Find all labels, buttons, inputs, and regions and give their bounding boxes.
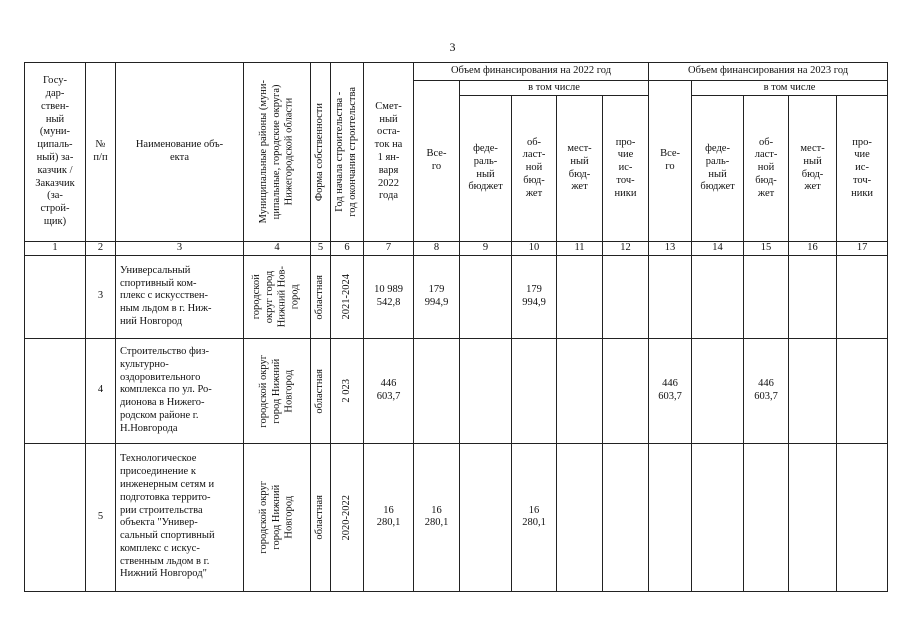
district-text: городской округ город Нижний Новгород <box>257 354 295 428</box>
column-number: 3 <box>116 242 244 256</box>
local-2022-cell <box>557 255 603 338</box>
estimate-cell: 10 989 542,8 <box>364 255 414 338</box>
column-number: 6 <box>331 242 364 256</box>
header-estimate: Смет- ный оста- ток на 1 ян- варя 2022 года <box>364 63 414 242</box>
other-2022-cell <box>603 443 649 591</box>
column-number: 2 <box>86 242 116 256</box>
federal-2022-cell <box>460 255 512 338</box>
customer-cell <box>25 255 86 338</box>
header-total-2023: Все- го <box>649 81 692 242</box>
object-name-cell: Строительство физ- культурно- оздоровительного комплекса по ул. Ро- дионова в Нижего- родском районе г. Н.Новгорода <box>116 338 244 443</box>
regional-2023-cell: 446 603,7 <box>744 338 789 443</box>
years-cell <box>331 255 364 338</box>
header-ownership: Форма собственности <box>314 102 326 202</box>
ownership-cell <box>311 443 331 591</box>
total-2023-cell <box>649 443 692 591</box>
header-total-2022: Все- го <box>414 81 460 242</box>
local-2022-cell <box>557 443 603 591</box>
other-2022-cell <box>603 255 649 338</box>
column-number: 14 <box>692 242 744 256</box>
federal-2023-cell <box>692 255 744 338</box>
years-cell <box>331 443 364 591</box>
column-number: 10 <box>512 242 557 256</box>
ownership-cell <box>311 255 331 338</box>
column-number: 17 <box>837 242 888 256</box>
header-regional-2022: об- ласт- ной бюд- жет <box>512 96 557 242</box>
years-cell <box>331 338 364 443</box>
ownership-text: областная <box>314 274 326 320</box>
column-numbers-row <box>25 242 888 256</box>
header-ownership-cell <box>311 63 331 242</box>
table-row <box>25 443 888 591</box>
local-2022-cell <box>557 338 603 443</box>
federal-2023-cell <box>692 338 744 443</box>
object-name-cell: Универсальный спортивный ком- плекс с искусствен- ным льдом в г. Ниж- ний Новгород <box>116 255 244 338</box>
customer-cell <box>25 338 86 443</box>
total-2023-cell <box>649 255 692 338</box>
header-local-2023: мест- ный бюд- жет <box>789 96 837 242</box>
other-2023-cell <box>837 443 888 591</box>
column-number: 8 <box>414 242 460 256</box>
header-fin-2022: Объем финансирования на 2022 год <box>414 63 649 81</box>
table-row <box>25 338 888 443</box>
regional-2022-cell <box>512 338 557 443</box>
regional-2023-cell <box>744 443 789 591</box>
local-2023-cell <box>789 338 837 443</box>
total-2022-cell <box>414 338 460 443</box>
column-number: 13 <box>649 242 692 256</box>
federal-2022-cell <box>460 443 512 591</box>
financing-table <box>24 62 888 592</box>
object-name-cell: Технологическое присоединение к инженерным сетям и подготовка террито- рии строительства объекта "Универ- сальный спортивный комплекс с искус- ственным льдом в г. Нижний Новгород" <box>116 443 244 591</box>
header-other-2022: про- чие ис- точ- ники <box>603 96 649 242</box>
regional-2022-cell: 179 994,9 <box>512 255 557 338</box>
other-2022-cell <box>603 338 649 443</box>
column-number: 11 <box>557 242 603 256</box>
column-number: 7 <box>364 242 414 256</box>
years-text: 2 023 <box>340 378 352 403</box>
estimate-cell: 446 603,7 <box>364 338 414 443</box>
npp-cell: 5 <box>86 443 116 591</box>
header-regional-2023: об- ласт- ной бюд- жет <box>744 96 789 242</box>
header-years: Год начала строительства - год окончания строительства <box>334 87 358 217</box>
regional-2023-cell <box>744 255 789 338</box>
district-text: городской округ город Нижний Новгород <box>257 481 295 554</box>
header-districts-cell <box>244 63 311 242</box>
column-number: 1 <box>25 242 86 256</box>
ownership-text: областная <box>314 495 326 540</box>
header-other-2023: про- чие ис- точ- ники <box>837 96 888 242</box>
regional-2022-cell: 16 280,1 <box>512 443 557 591</box>
table-row <box>25 255 888 338</box>
column-number: 12 <box>603 242 649 256</box>
header-incl-2023: в том числе <box>692 81 888 96</box>
federal-2023-cell <box>692 443 744 591</box>
total-2023-cell: 446 603,7 <box>649 338 692 443</box>
header-row-1 <box>25 63 888 81</box>
ownership-cell <box>311 338 331 443</box>
local-2023-cell <box>789 443 837 591</box>
total-2022-cell: 179 994,9 <box>414 255 460 338</box>
customer-cell <box>25 443 86 591</box>
local-2023-cell <box>789 255 837 338</box>
years-text: 2021-2024 <box>340 274 352 320</box>
header-years-cell <box>331 63 364 242</box>
header-federal-2022: феде- раль- ный бюджет <box>460 96 512 242</box>
column-number: 16 <box>789 242 837 256</box>
other-2023-cell <box>837 255 888 338</box>
npp-cell: 3 <box>86 255 116 338</box>
header-districts: Муниципальные районы (муни- ципальные, городские округа) Нижегородской области <box>257 80 295 224</box>
header-local-2022: мест- ный бюд- жет <box>557 96 603 242</box>
header-customer: Госу- дар- ствен- ный (муни- ципаль- ный) за- казчик / Заказчик (за- строй- щик) <box>25 63 86 242</box>
header-object-name: Наименование объ- екта <box>116 63 244 242</box>
page-number: 3 <box>449 40 456 54</box>
column-number: 9 <box>460 242 512 256</box>
district-cell <box>244 338 311 443</box>
other-2023-cell <box>837 338 888 443</box>
years-text: 2020-2022 <box>340 494 352 541</box>
federal-2022-cell <box>460 338 512 443</box>
district-cell <box>244 255 311 338</box>
estimate-cell: 16 280,1 <box>364 443 414 591</box>
header-incl-2022: в том числе <box>460 81 649 96</box>
header-npp: № п/п <box>86 63 116 242</box>
column-number: 15 <box>744 242 789 256</box>
total-2022-cell: 16 280,1 <box>414 443 460 591</box>
column-number: 5 <box>311 242 331 256</box>
npp-cell: 4 <box>86 338 116 443</box>
district-text: городской округ город Нижний Нов- город <box>251 266 301 328</box>
header-fin-2023: Объем финансирования на 2023 год <box>649 63 888 81</box>
ownership-text: областная <box>314 368 326 414</box>
column-number: 4 <box>244 242 311 256</box>
header-federal-2023: феде- раль- ный бюджет <box>692 96 744 242</box>
district-cell <box>244 443 311 591</box>
